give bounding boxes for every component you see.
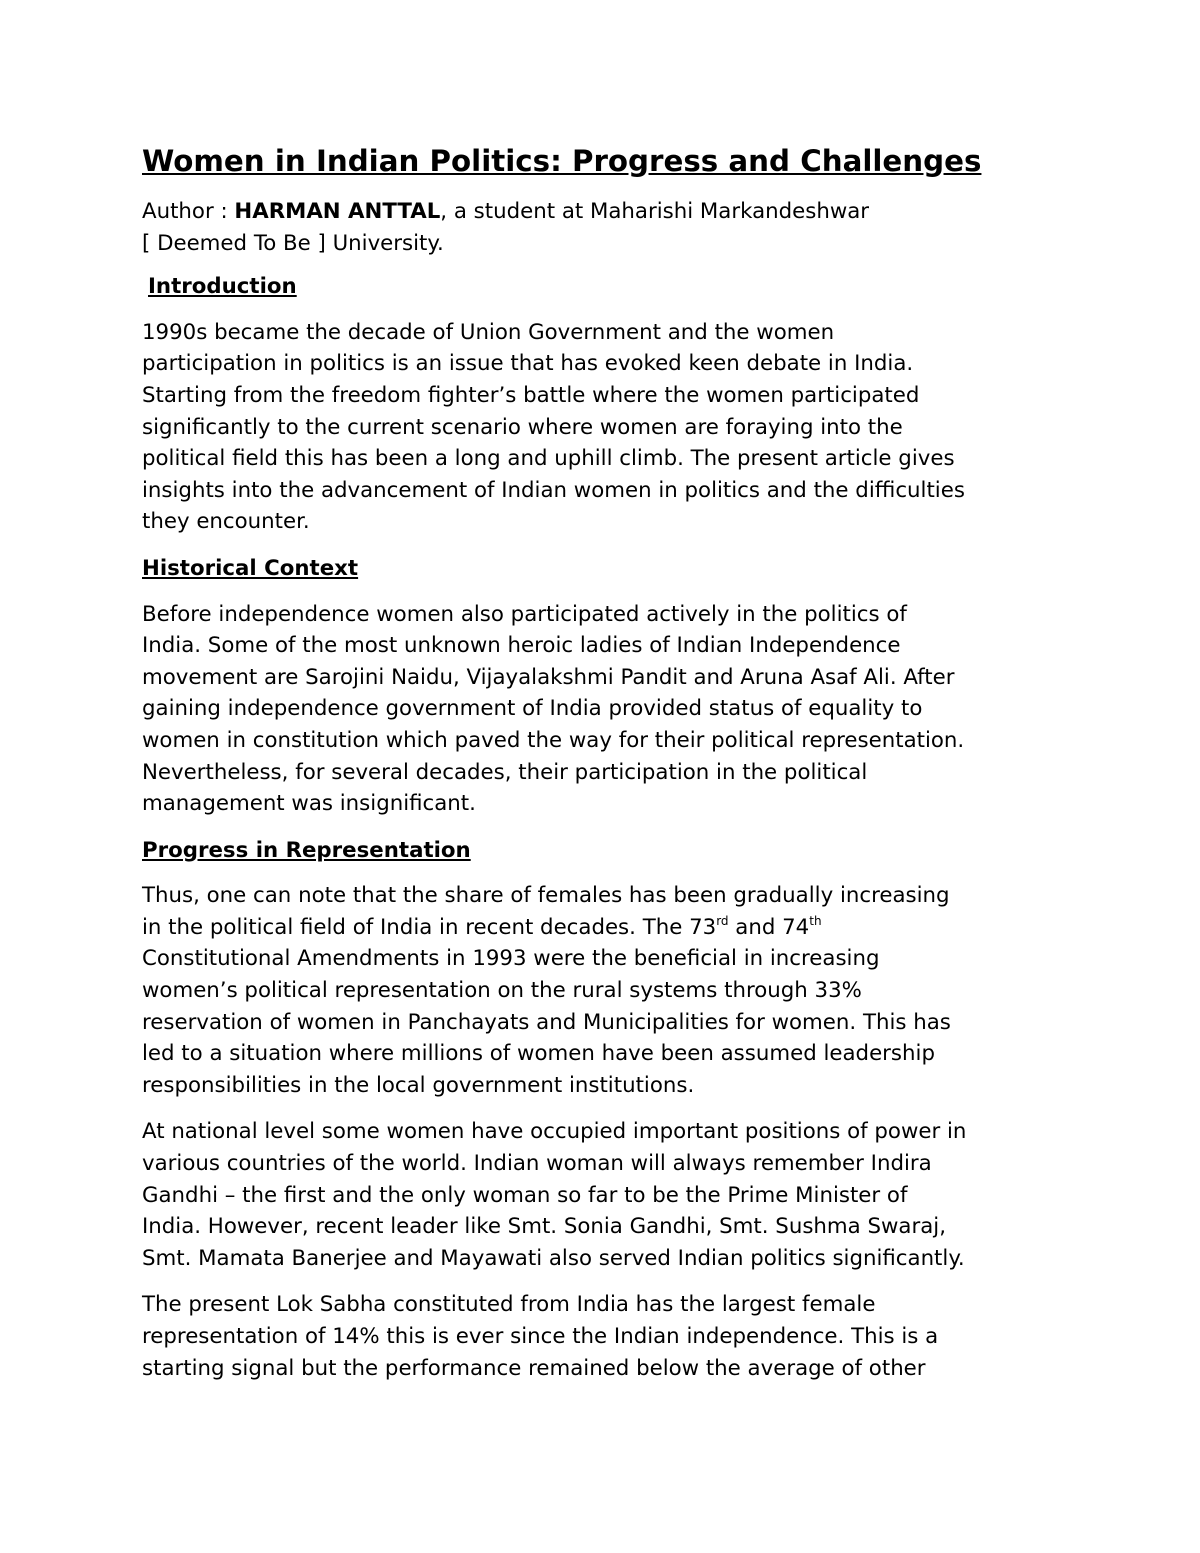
- text-line: Constitutional Amendments in 1993 were the beneficial in increasing: [142, 946, 880, 972]
- text-fragment: and 74: [728, 914, 810, 940]
- document-title: Women in Indian Politics: Progress and Challenges: [142, 144, 982, 178]
- text-line: starting signal but the performance remained below the average of other: [142, 1355, 926, 1381]
- progress-paragraph-1: [142, 880, 1072, 1101]
- text-line: women’s political representation on the rural systems through 33%: [142, 978, 862, 1004]
- progress-in-representation-heading: Progress in Representation: [142, 837, 471, 863]
- text-line: participation in politics is an issue that has evoked keen debate in India.: [142, 351, 914, 377]
- text-line: significantly to the current scenario where women are foraying into the: [142, 414, 903, 440]
- text-line: reservation of women in Panchayats and Municipalities for women. This has: [142, 1009, 951, 1035]
- text-line: management was insignificant.: [142, 791, 476, 817]
- author-name: HARMAN ANTTAL: [234, 199, 441, 224]
- text-line: Before independence women also participated actively in the politics of: [142, 601, 907, 627]
- text-fragment: in the political field of India in recent decades. The 73: [142, 914, 717, 940]
- historical-context-heading: Historical Context: [142, 555, 359, 581]
- text-line: insights into the advancement of Indian women in politics and the difficulties: [142, 477, 965, 503]
- text-line: led to a situation where millions of women have been assumed leadership: [142, 1041, 935, 1067]
- text-line: Smt. Mamata Banerjee and Mayawati also served Indian politics significantly.: [142, 1245, 965, 1271]
- text-line: Gandhi – the first and the only woman so far to be the Prime Minister of: [142, 1182, 908, 1208]
- author-line-2: [ Deemed To Be ] University.: [142, 230, 444, 256]
- text-line-with-superscripts: [142, 912, 1072, 944]
- superscript-rd: rd: [716, 913, 729, 928]
- text-line: representation of 14% this is ever since the Indian independence. This is a: [142, 1324, 939, 1349]
- text-line: they encounter.: [142, 509, 310, 535]
- text-line: India. Some of the most unknown heroic ladies of Indian Independence: [142, 633, 901, 659]
- text-line: Thus, one can note that the share of females has been gradually increasing: [142, 883, 950, 909]
- introduction-paragraph: [142, 317, 1072, 538]
- text-line: At national level some women have occupied important positions of power in: [142, 1119, 967, 1145]
- text-line: responsibilities in the local government institutions.: [142, 1072, 695, 1098]
- text-line: India. However, recent leader like Smt. Sonia Gandhi, Smt. Sushma Swaraj,: [142, 1214, 946, 1240]
- text-line: women in constitution which paved the way for their political representation.: [142, 727, 965, 753]
- text-line: Starting from the freedom fighter’s battle where the women participated: [142, 382, 920, 408]
- author-prefix: Author :: [142, 199, 235, 224]
- historical-context-paragraph: [142, 599, 1072, 820]
- superscript-th: th: [809, 913, 822, 928]
- author-block: [142, 196, 1072, 259]
- introduction-heading: Introduction: [148, 274, 297, 300]
- text-line: movement are Sarojini Naidu, Vijayalakshmi Pandit and Aruna Asaf Ali. After: [142, 664, 955, 690]
- text-line: gaining independence government of India provided status of equality to: [142, 696, 923, 722]
- progress-paragraph-3: [142, 1289, 1072, 1384]
- text-line: 1990s became the decade of Union Government and the women: [142, 319, 835, 345]
- author-affiliation: , a student at Maharishi Markandeshwar: [440, 199, 870, 224]
- author-line-1: [142, 196, 1072, 228]
- text-line: Nevertheless, for several decades, their participation in the political: [142, 759, 868, 785]
- progress-paragraph-2: [142, 1116, 1072, 1274]
- text-line: The present Lok Sabha constituted from India has the largest female: [142, 1292, 876, 1318]
- text-line: political field this has been a long and uphill climb. The present article gives: [142, 446, 955, 472]
- document-page: [142, 142, 1072, 1399]
- text-line: various countries of the world. Indian woman will always remember Indira: [142, 1151, 932, 1177]
